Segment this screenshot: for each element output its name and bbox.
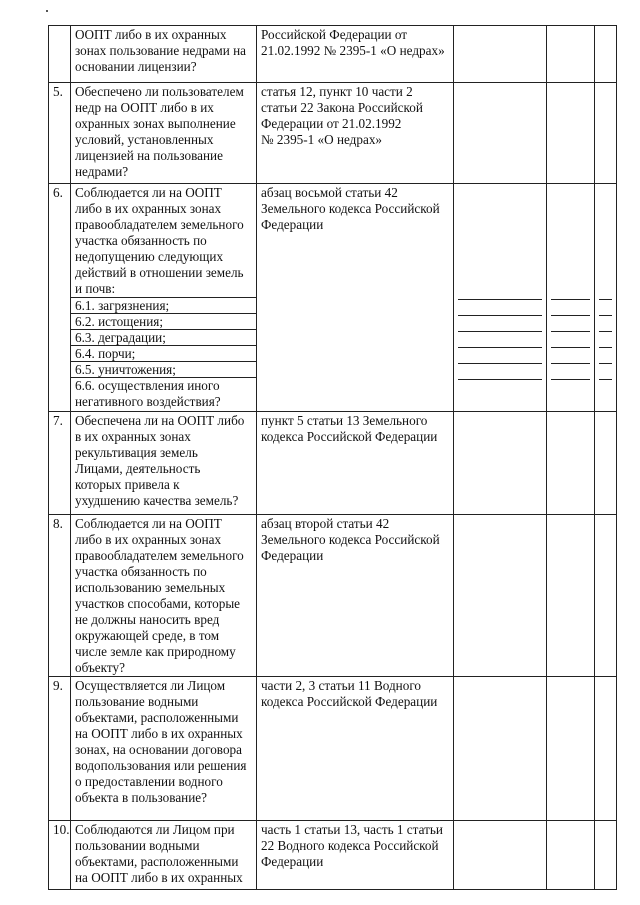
- answer-no-cell[interactable]: [547, 26, 595, 83]
- question-line: охранных зонах выполнение: [75, 116, 236, 131]
- answer-sub-cell[interactable]: [551, 363, 590, 379]
- answer-main-cell[interactable]: [551, 185, 590, 299]
- question-cell: [71, 184, 257, 412]
- question-line: числе земле как природному: [75, 644, 236, 659]
- answer-subgrid: [551, 185, 590, 411]
- legal-reference-cell: [257, 515, 454, 677]
- table-row: [49, 821, 617, 890]
- question-cell: [71, 26, 257, 83]
- answer-sub-cell[interactable]: [458, 379, 542, 411]
- answer-sub-cell[interactable]: [551, 331, 590, 347]
- question-line: участка обязанность по: [75, 233, 207, 248]
- sub-item: [71, 361, 256, 377]
- legal-reference-cell: [257, 26, 454, 83]
- reference-line: 22 Водного кодекса Российской: [261, 838, 439, 853]
- answer-sub-cell[interactable]: [599, 363, 612, 379]
- answer-no-cell[interactable]: [547, 412, 595, 515]
- question-line: зонах, на основании договора: [75, 742, 242, 757]
- answer-sub-cell[interactable]: [551, 379, 590, 411]
- question-line: правообладателем земельного: [75, 548, 244, 563]
- question-line: ухудшению качества земель?: [75, 493, 239, 508]
- question-line: которых привела к: [75, 477, 180, 492]
- question-line: участков способами, которые: [75, 596, 241, 611]
- question-line: Лицами, деятельность: [75, 461, 201, 476]
- question-line: Соблюдаются ли Лицом при: [75, 822, 235, 837]
- answer-sub-cell[interactable]: [458, 347, 542, 363]
- checklist-table: [48, 25, 617, 890]
- answer-main-cell[interactable]: [599, 185, 612, 299]
- question-line: недрами?: [75, 164, 129, 179]
- reference-line: абзац второй статьи 42: [261, 516, 390, 531]
- scan-artifact-dot: [46, 10, 48, 12]
- reference-line: Российской Федерации от: [261, 27, 408, 42]
- question-line: недопущению следующих: [75, 249, 224, 264]
- legal-reference-cell: [257, 83, 454, 184]
- item-number: 9.: [49, 677, 71, 821]
- answer-no-cell[interactable]: [547, 821, 595, 890]
- question-cell: [71, 677, 257, 821]
- answer-sub-cell[interactable]: [551, 347, 590, 363]
- legal-reference-cell: [257, 412, 454, 515]
- question-line: на ООПТ либо в их охранных: [75, 726, 243, 741]
- reference-line: кодекса Российской Федерации: [261, 694, 438, 709]
- table-row: [49, 515, 617, 677]
- question-line: Обеспечено ли пользователем: [75, 84, 244, 99]
- legal-reference-cell: [257, 184, 454, 412]
- table-row: [49, 83, 617, 184]
- answer-no-cell[interactable]: [547, 677, 595, 821]
- reference-line: № 2395-1 «О недрах»: [261, 132, 383, 147]
- reference-line: статья 12, пункт 10 части 2: [261, 84, 413, 99]
- table-row: [49, 26, 617, 83]
- answer-yes-cell[interactable]: [454, 26, 547, 83]
- answer-sub-cell[interactable]: [458, 363, 542, 379]
- question-line: действий в отношении земель: [75, 265, 244, 280]
- item-number: [49, 26, 71, 83]
- question-line: в их охранных зонах: [75, 429, 191, 444]
- sub-item-line: негативного воздействия?: [75, 394, 221, 409]
- answer-subgrid: [458, 185, 542, 411]
- answer-yes-cell[interactable]: [454, 184, 547, 412]
- question-line: Осуществляется ли Лицом: [75, 678, 226, 693]
- answer-yes-cell[interactable]: [454, 412, 547, 515]
- answer-na-cell[interactable]: [595, 821, 617, 890]
- reference-line: части 2, 3 статьи 11 Водного: [261, 678, 421, 693]
- question-line: окружающей среде, в том: [75, 628, 220, 643]
- question-line: ООПТ либо в их охранных: [75, 27, 227, 42]
- answer-na-cell[interactable]: [595, 184, 617, 412]
- question-line: объекта в пользование?: [75, 790, 208, 805]
- answer-yes-cell[interactable]: [454, 83, 547, 184]
- question-line: зонах пользование недрами на: [75, 43, 246, 58]
- question-cell: [71, 821, 257, 890]
- reference-line: Федерации: [261, 854, 324, 869]
- question-line: рекультивация земель: [75, 445, 198, 460]
- question-line: использованию земельных: [75, 580, 226, 595]
- sub-item-line: 6.2. истощения;: [75, 314, 164, 329]
- legal-reference-cell: [257, 821, 454, 890]
- answer-na-cell[interactable]: [595, 677, 617, 821]
- question-line: объектами, расположенными: [75, 710, 239, 725]
- answer-na-cell[interactable]: [595, 26, 617, 83]
- sub-item-line: 6.6. осуществления иного: [75, 378, 220, 393]
- question-line: и почв:: [75, 281, 116, 296]
- reference-line: абзац восьмой статьи 42: [261, 185, 398, 200]
- answer-na-cell[interactable]: [595, 83, 617, 184]
- answer-main-cell[interactable]: [458, 185, 542, 299]
- question-line: правообладателем земельного: [75, 217, 244, 232]
- answer-sub-cell[interactable]: [599, 347, 612, 363]
- question-line: условий, установленных: [75, 132, 214, 147]
- question-line: пользование водными: [75, 694, 199, 709]
- item-number: 5.: [49, 83, 71, 184]
- question-cell: [71, 515, 257, 677]
- item-number: 6.: [49, 184, 71, 412]
- sub-item-line: 6.1. загрязнения;: [75, 298, 170, 313]
- sub-item: [71, 377, 256, 409]
- question-line: основании лицензии?: [75, 59, 197, 74]
- question-line: участка обязанность по: [75, 564, 207, 579]
- reference-line: Земельного кодекса Российской: [261, 201, 440, 216]
- answer-na-cell[interactable]: [595, 515, 617, 677]
- answer-na-cell[interactable]: [595, 412, 617, 515]
- reference-line: Федерации от 21.02.1992: [261, 116, 402, 131]
- table-row: [49, 184, 617, 412]
- sub-item-line: 6.4. порчи;: [75, 346, 136, 361]
- item-number: 10.: [49, 821, 71, 890]
- answer-sub-cell[interactable]: [551, 299, 590, 315]
- question-line: объектами, расположенными: [75, 854, 239, 869]
- reference-line: Земельного кодекса Российской: [261, 532, 440, 547]
- answer-sub-cell[interactable]: [599, 331, 612, 347]
- sub-item: [71, 297, 256, 313]
- question-line: Соблюдается ли на ООПТ: [75, 185, 222, 200]
- question-line: пользовании водными: [75, 838, 200, 853]
- answer-subgrid: [599, 185, 612, 411]
- answer-sub-cell[interactable]: [599, 315, 612, 331]
- answer-sub-cell[interactable]: [458, 315, 542, 331]
- sub-item: [71, 345, 256, 361]
- answer-sub-cell[interactable]: [458, 299, 542, 315]
- sub-item: [71, 329, 256, 345]
- item-number: 7.: [49, 412, 71, 515]
- answer-yes-cell[interactable]: [454, 821, 547, 890]
- question-line: о предоставлении водного: [75, 774, 223, 789]
- sub-item: [71, 313, 256, 329]
- sub-item-line: 6.5. уничтожения;: [75, 362, 176, 377]
- question-line: либо в их охранных зонах: [75, 532, 222, 547]
- question-line: водопользования или решения: [75, 758, 247, 773]
- question-line: объекту?: [75, 660, 125, 675]
- answer-sub-cell[interactable]: [599, 379, 612, 411]
- question-line: не должны наносить вред: [75, 612, 220, 627]
- question-cell: [71, 412, 257, 515]
- question-line: Соблюдается ли на ООПТ: [75, 516, 222, 531]
- table-row: [49, 677, 617, 821]
- answer-yes-cell[interactable]: [454, 677, 547, 821]
- reference-line: статьи 22 Закона Российской: [261, 100, 423, 115]
- answer-sub-cell[interactable]: [458, 331, 542, 347]
- question-line: недр на ООПТ либо в их: [75, 100, 214, 115]
- sub-item-list: [75, 297, 252, 409]
- question-line: либо в их охранных зонах: [75, 201, 222, 216]
- reference-line: Федерации: [261, 548, 324, 563]
- item-number: 8.: [49, 515, 71, 677]
- reference-line: кодекса Российской Федерации: [261, 429, 438, 444]
- reference-line: 21.02.1992 № 2395-1 «О недрах»: [261, 43, 445, 58]
- sub-item-line: 6.3. деградации;: [75, 330, 166, 345]
- reference-line: часть 1 статьи 13, часть 1 статьи: [261, 822, 443, 837]
- answer-sub-cell[interactable]: [551, 315, 590, 331]
- legal-reference-cell: [257, 677, 454, 821]
- answer-yes-cell[interactable]: [454, 515, 547, 677]
- question-line: Обеспечена ли на ООПТ либо: [75, 413, 245, 428]
- answer-no-cell[interactable]: [547, 515, 595, 677]
- question-line: лицензией на пользование: [75, 148, 223, 163]
- reference-line: Федерации: [261, 217, 324, 232]
- table-row: [49, 412, 617, 515]
- answer-no-cell[interactable]: [547, 83, 595, 184]
- answer-sub-cell[interactable]: [599, 299, 612, 315]
- question-cell: [71, 83, 257, 184]
- question-line: на ООПТ либо в их охранных: [75, 870, 243, 885]
- answer-no-cell[interactable]: [547, 184, 595, 412]
- reference-line: пункт 5 статьи 13 Земельного: [261, 413, 428, 428]
